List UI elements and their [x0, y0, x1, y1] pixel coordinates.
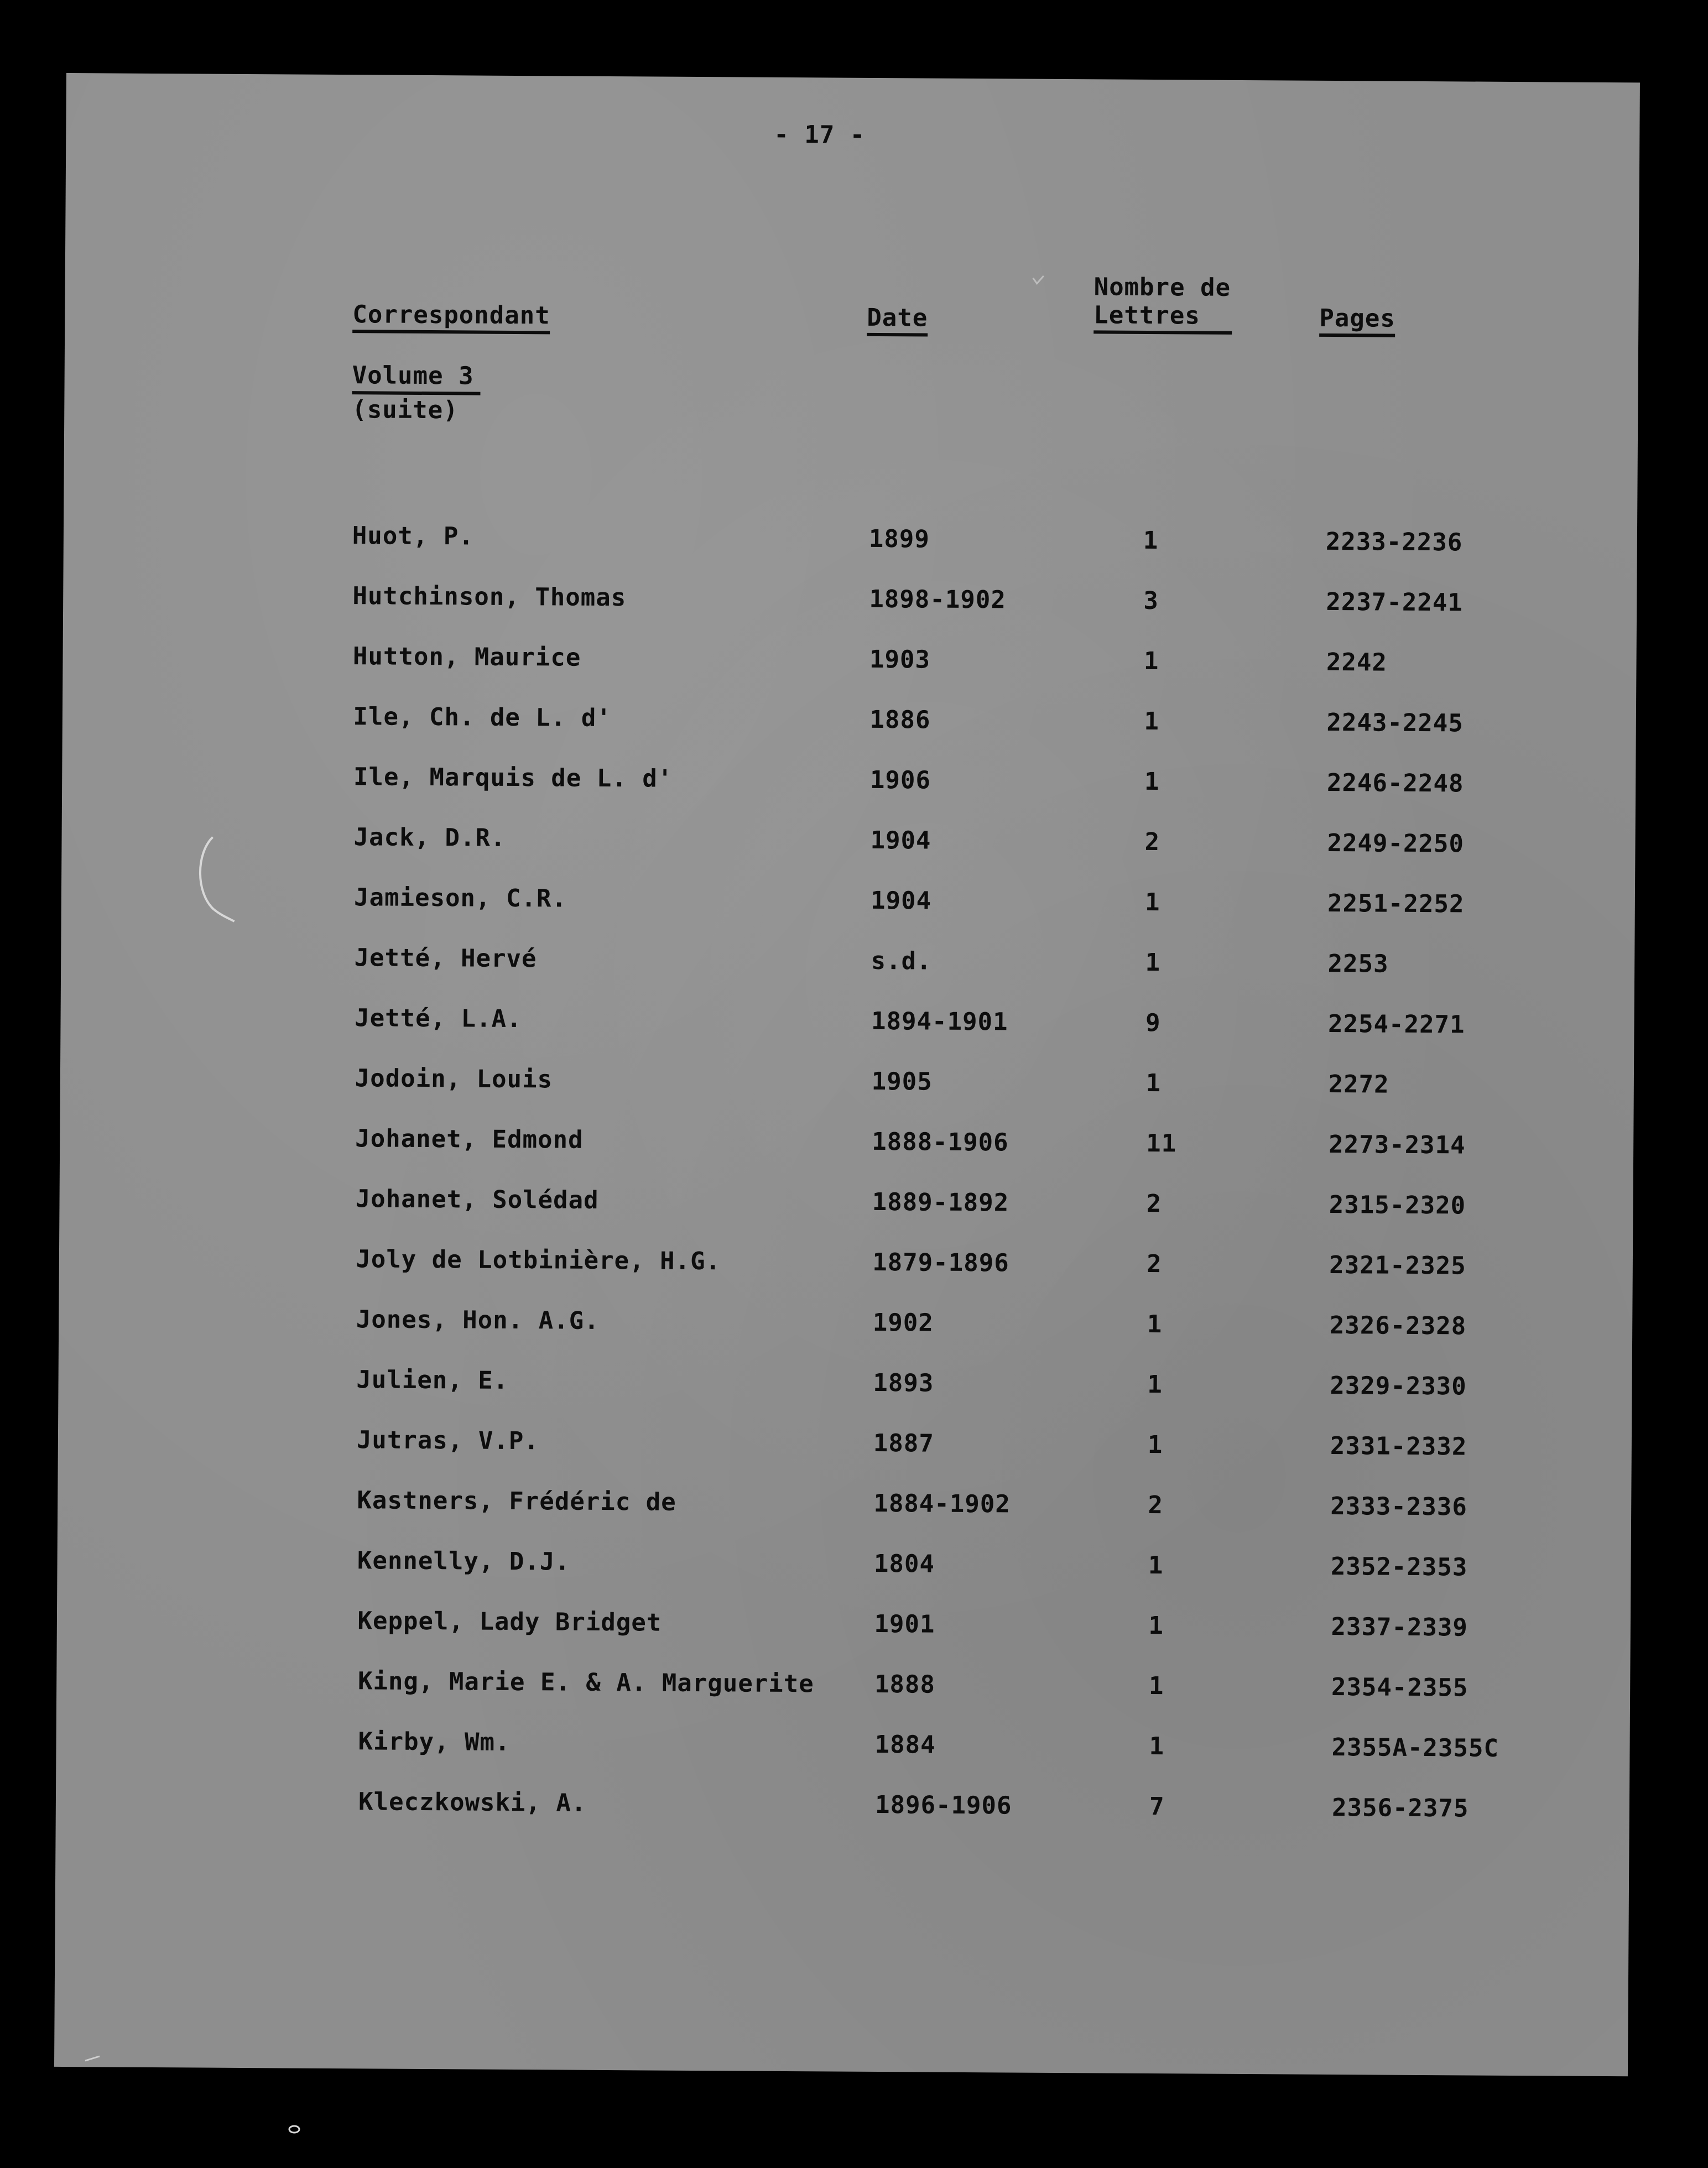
table-row: [69, 1545, 1642, 1587]
table-row: [64, 520, 1637, 562]
column-header-correspondant-label: Correspondant: [352, 300, 550, 334]
page-range: 2321-2325: [1329, 1250, 1466, 1280]
scan-mark-speck: [283, 2121, 305, 2138]
table-row: [66, 1062, 1640, 1105]
page-range: 2249-2250: [1327, 828, 1465, 858]
section-title: Volume 3: [352, 360, 480, 395]
correspondence-date: 1896-1906: [874, 1790, 1012, 1820]
letter-count: 1: [1143, 526, 1159, 555]
table-row: [66, 1002, 1639, 1045]
page-range: 2273-2314: [1329, 1130, 1466, 1160]
correspondence-date: 1905: [871, 1067, 933, 1096]
column-header-nombre-line1: Nombre de: [1093, 273, 1231, 302]
correspondence-date: 1886: [869, 705, 931, 734]
table-row: [65, 942, 1639, 984]
correspondent-name: Ile, Marquis de L. d': [353, 763, 673, 793]
letter-count: 1: [1149, 1732, 1165, 1761]
correspondence-date: s.d.: [871, 946, 932, 976]
document-page: [54, 73, 1640, 2076]
letter-count: 2: [1148, 1490, 1164, 1520]
correspondent-name: Kleczkowski, A.: [358, 1787, 587, 1817]
correspondent-name: Jodoin, Louis: [355, 1064, 553, 1094]
letter-count: 1: [1144, 707, 1160, 736]
column-header-pages: [1319, 304, 1395, 337]
correspondence-date: 1903: [869, 645, 931, 674]
correspondence-date: 1884: [874, 1730, 936, 1759]
table-row: [64, 640, 1638, 683]
section-heading: [352, 360, 481, 426]
correspondent-name: Ile, Ch. de L. d': [353, 702, 612, 733]
correspondence-date: 1902: [872, 1308, 934, 1337]
table-row: [65, 761, 1638, 804]
page-range: 2331-2332: [1330, 1432, 1467, 1461]
letter-count: 1: [1144, 767, 1160, 796]
correspondence-date: 1804: [873, 1549, 935, 1578]
scan-mark-tick: [1030, 273, 1047, 289]
correspondence-date: 1884-1902: [873, 1489, 1011, 1519]
scan-mark-corner: [83, 2053, 105, 2064]
correspondent-name: Jetté, Hervé: [354, 944, 537, 973]
correspondence-date: 1901: [874, 1609, 935, 1639]
correspondent-name: Hutton, Maurice: [352, 642, 581, 672]
letter-count: 1: [1148, 1672, 1164, 1701]
table-row: [66, 1123, 1640, 1165]
correspondent-name: Julien, E.: [356, 1366, 509, 1395]
page-range: 2237-2241: [1326, 587, 1463, 617]
letter-count: 1: [1147, 1310, 1163, 1339]
correspondent-name: Jones, Hon. A.G.: [356, 1305, 600, 1335]
correspondence-date: 1888-1906: [872, 1127, 1009, 1157]
correspondent-name: Joly de Lotbinière, H.G.: [356, 1245, 721, 1276]
correspondence-date: 1888: [874, 1670, 936, 1699]
letter-count: 9: [1145, 1008, 1161, 1038]
letter-count: 11: [1146, 1129, 1177, 1158]
correspondent-name: Jamieson, C.R.: [353, 883, 567, 913]
letter-count: 1: [1147, 1370, 1163, 1399]
page-range: 2246-2248: [1326, 768, 1464, 798]
correspondent-name: Keppel, Lady Bridget: [357, 1607, 662, 1637]
page-range: 2333-2336: [1330, 1492, 1467, 1521]
table-row: [67, 1364, 1641, 1406]
table-row: [69, 1665, 1643, 1708]
correspondence-date: 1898-1902: [869, 585, 1006, 614]
page-range: 2326-2328: [1329, 1311, 1467, 1341]
section-subtitle: (suite): [352, 395, 459, 425]
letter-count: 3: [1143, 586, 1159, 616]
column-header-pages-label: Pages: [1319, 304, 1395, 337]
correspondence-date: 1879-1896: [872, 1248, 1009, 1278]
correspondence-date: 1904: [870, 826, 931, 855]
correspondence-date: 1899: [868, 524, 930, 554]
letter-count: 2: [1146, 1189, 1162, 1218]
correspondent-name: Kirby, Wm.: [358, 1727, 511, 1757]
column-header-nombre-de-lettres: [1093, 273, 1232, 335]
letter-count: 2: [1147, 1249, 1162, 1279]
correspondent-name: Jutras, V.P.: [356, 1426, 539, 1456]
page-range: 2254-2271: [1327, 1009, 1465, 1039]
correspondence-date: 1889-1892: [872, 1187, 1009, 1217]
table-row: [65, 882, 1639, 924]
correspondent-name: Kastners, Frédéric de: [357, 1486, 676, 1516]
correspondent-name: Jetté, L.A.: [355, 1004, 522, 1034]
page-range: 2243-2245: [1326, 708, 1464, 738]
correspondence-date: 1894-1901: [871, 1007, 1008, 1036]
scan-mark-bracket: [191, 831, 236, 925]
correspondence-date: 1893: [873, 1368, 934, 1398]
letter-count: 1: [1143, 647, 1159, 676]
table-row: [64, 701, 1638, 743]
page-range: 2356-2375: [1331, 1794, 1469, 1823]
correspondence-date: 1904: [870, 886, 932, 915]
letter-count: 1: [1148, 1612, 1164, 1640]
correspondent-name: Hutchinson, Thomas: [352, 582, 627, 612]
table-row: [67, 1183, 1641, 1226]
page-range: 2315-2320: [1329, 1190, 1466, 1220]
page-range: 2354-2355: [1331, 1673, 1469, 1702]
letter-count: 1: [1148, 1551, 1164, 1580]
letter-count: 1: [1145, 948, 1161, 977]
correspondence-date: 1906: [869, 765, 931, 795]
page-range: 2251-2252: [1327, 889, 1465, 919]
page-range: 2272: [1328, 1070, 1389, 1099]
table-row: [65, 821, 1638, 864]
column-header-correspondant: [352, 300, 550, 334]
table-row: [68, 1424, 1642, 1467]
page-range: 2233-2236: [1325, 527, 1463, 557]
letter-count: 2: [1144, 827, 1160, 857]
page-range: 2337-2339: [1331, 1613, 1469, 1642]
correspondent-name: Kennelly, D.J.: [357, 1546, 570, 1576]
page-number: - 17 -: [774, 120, 866, 149]
column-header-date-label: Date: [867, 304, 928, 337]
table-row: [64, 580, 1637, 623]
page-range: 2242: [1326, 648, 1388, 677]
letter-count: 7: [1149, 1792, 1165, 1821]
correspondent-name: Jack, D.R.: [353, 823, 506, 852]
correspondent-name: Huot, P.: [352, 522, 474, 551]
page-range: 2329-2330: [1330, 1371, 1467, 1401]
correspondent-name: Johanet, Edmond: [355, 1124, 584, 1154]
column-header-nombre-line2: Lettres: [1093, 301, 1232, 335]
letter-count: 1: [1147, 1430, 1163, 1460]
column-header-date: [867, 304, 928, 337]
table-row: [69, 1605, 1642, 1648]
letter-count: 1: [1144, 888, 1160, 917]
page-range: 2253: [1327, 949, 1389, 978]
table-row: [67, 1304, 1641, 1346]
page-range: 2352-2353: [1330, 1552, 1468, 1582]
letter-count: 1: [1145, 1069, 1162, 1098]
correspondent-name: Johanet, Solédad: [355, 1185, 599, 1215]
correspondent-name: King, Marie E. & A. Marguerite: [357, 1667, 814, 1698]
table-row: [68, 1484, 1642, 1527]
correspondence-date: 1887: [873, 1429, 935, 1458]
table-row: [69, 1726, 1643, 1768]
table-row: [70, 1786, 1643, 1828]
table-row: [67, 1243, 1641, 1286]
page-range: 2355A-2355C: [1331, 1733, 1499, 1763]
